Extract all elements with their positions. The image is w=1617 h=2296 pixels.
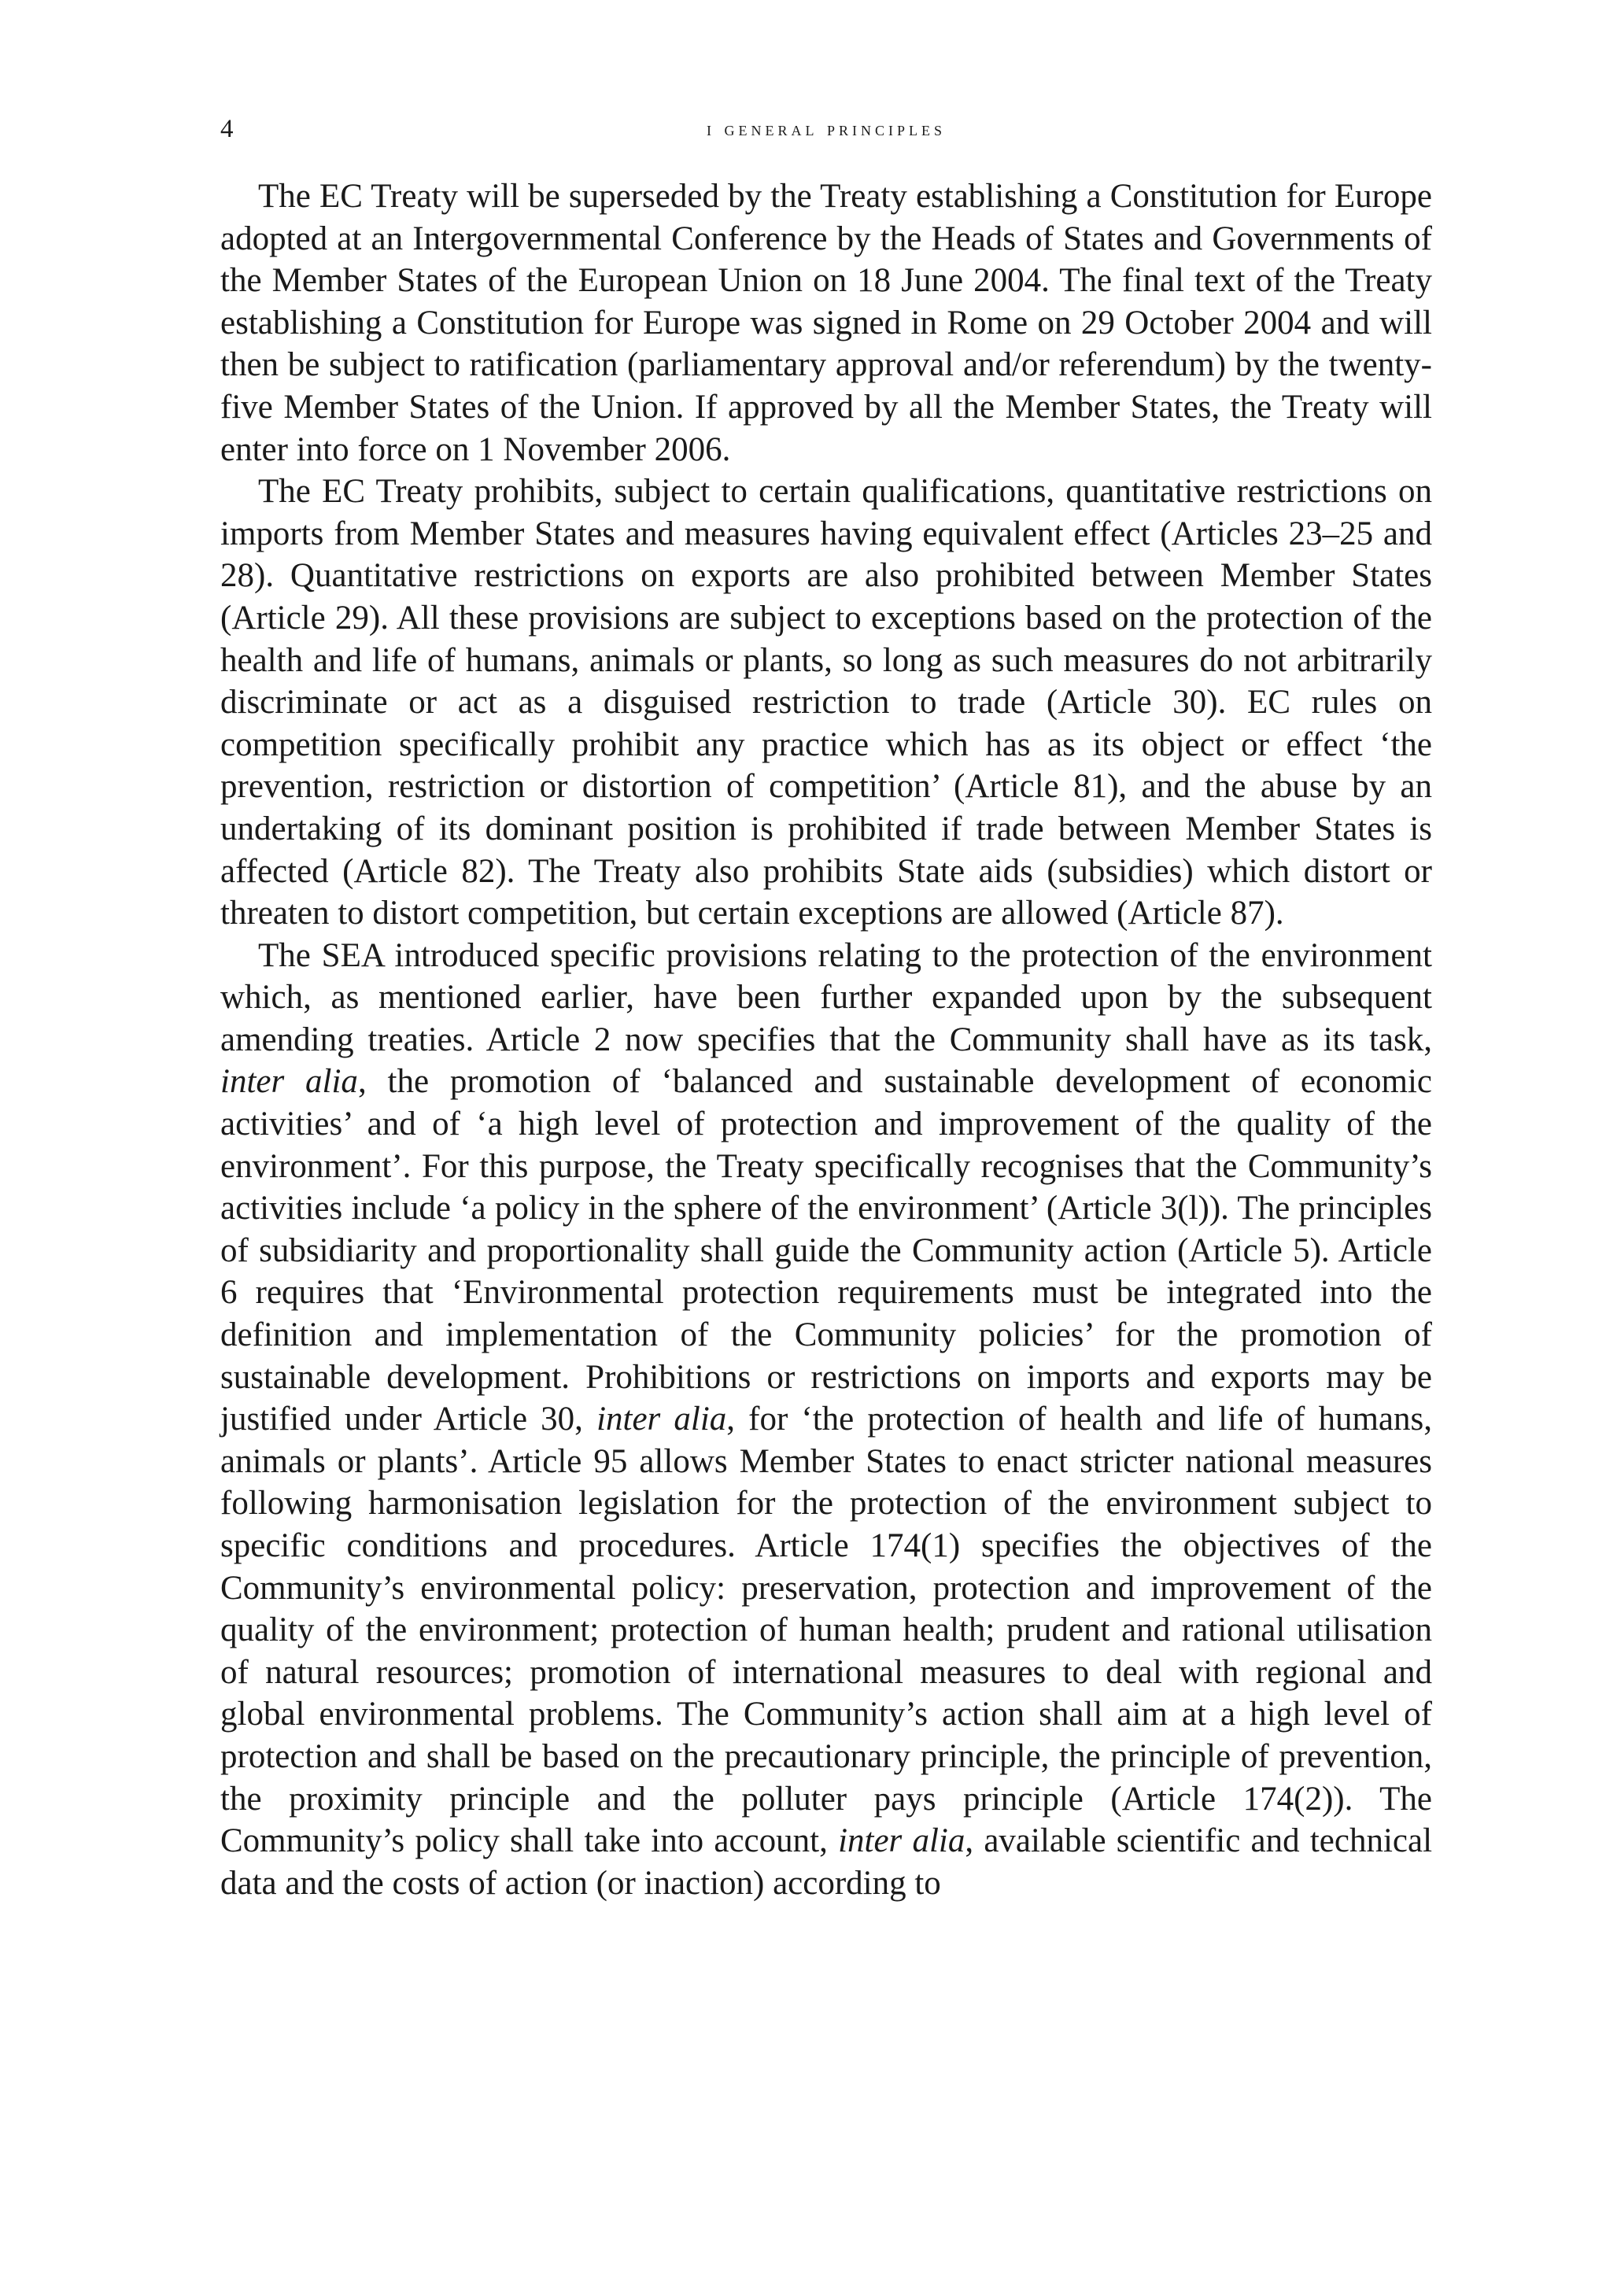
text-segment: , available scientific and technical data and the costs of action (or inaction) according to <box>220 1822 1433 1902</box>
paragraph-trade-competition <box>220 471 1432 935</box>
page-number: 4 <box>220 115 234 143</box>
paragraph-environment <box>220 935 1432 1905</box>
text-segment: , for ‘the protection of health and life of humans, animals or plants’. Article 95 allows Member States to enact stricter national measures following harmonisation legislation for the protection of the environment subject to specific conditions and procedures. Article 174(1) specifies the objectives of the Community’s environmental policy: preservation, protection and improvement of the quality of the environment; protection of human health; prudent and rational utilisation of natural resources; promotion of international measures to deal with regional and global environmental problems. The Community’s action shall aim at a high level of protection and shall be based on the precautionary principle, the principle of prevention, the proximity principle and the polluter pays principle (Article 174(2)). The Community’s policy shall take into account, <box>220 1401 1433 1860</box>
body-text <box>220 175 1432 1904</box>
text-segment: The EC Treaty prohibits, subject to certain qualifications, quantitative restrictions on imports from Member States and measures having equivalent effect (Articles 23–25 and 28). Quantitative restrictions on exports are also prohibited between Member States (Article 29). All these provisions are subject to exceptions based on the protection of the health and life of humans, animals or plants, so long as such measures do not arbitrarily discriminate or act as a disguised restriction to trade (Article 30). EC rules on competition specifically prohibit any practice which has as its object or effect ‘the prevention, restriction or distortion of competition’ (Article 81), and the abuse by an undertaking of its dominant position is prohibited if trade between Member States is affected (Article 82). The Treaty also prohibits State aids (subsidies) which distort or threaten to distort competition, but certain exceptions are allowed (Article 87). <box>220 473 1432 932</box>
text-segment: The EC Treaty will be superseded by the Treaty establishing a Constitution for Europe adopted at an Intergovernmental Conference by the Heads of States and Governments of the Member States of the European Union on 18 June 2004. The final text of the Treaty establishing a Constitution for Europe was signed in Rome on 29 October 2004 and will then be subject to ratification (parliamentary approval and/or referendum) by the twenty-five Member States of the Union. If approved by all the Member States, the Treaty will enter into force on 1 November 2006. <box>220 178 1432 468</box>
text-segment: The SEA introduced specific provisions relating to the protection of the environment which, as mentioned earlier, have been further expanded upon by the subsequent amending treaties. Article 2 now specifies that the Community shall have as its task, <box>220 936 1432 1058</box>
italic-term: inter alia <box>220 1063 358 1101</box>
text-segment: , the promotion of ‘balanced and sustainable development of economic activities’ and of ‘a high level of protection and improvement of the quality of the environment’. For this purpose, the Treaty specifically recognises that the Community’s activities include ‘a policy in the sphere of the environment’ (Article 3(l)). The principles of subsidiarity and proportionality shall guide the Community action (Article 5). Article 6 requires that ‘Environmental protection requirements must be integrated into the definition and implementation of the Community policies’ for the promotion of sustainable development. Prohibitions or restrictions on imports and exports may be justified under Article 30, <box>220 1063 1432 1438</box>
chapter-title: i general principles <box>706 117 946 140</box>
italic-term: inter alia <box>596 1401 727 1438</box>
italic-term: inter alia <box>838 1822 965 1860</box>
running-header <box>220 113 1432 145</box>
paragraph-constitution <box>220 175 1432 471</box>
